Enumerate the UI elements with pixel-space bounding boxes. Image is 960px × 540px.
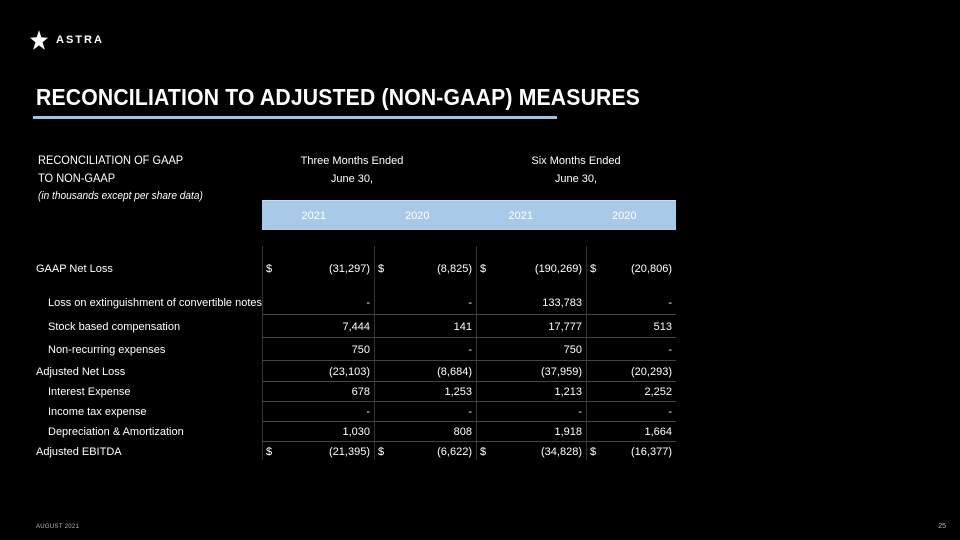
value-cell	[374, 291, 476, 315]
table-row	[36, 256, 676, 282]
value-cell	[586, 338, 676, 361]
value-cell	[586, 256, 676, 282]
value-cell	[262, 422, 374, 442]
value-cell	[262, 382, 374, 402]
caption-line-2: TO NON-GAAP	[38, 171, 116, 185]
table-caption	[38, 151, 217, 205]
value-cell	[374, 338, 476, 361]
cell-value: 7,444	[342, 320, 370, 333]
value-cell	[374, 256, 476, 282]
cell-value: -	[468, 297, 472, 309]
year-header: 2021	[508, 209, 533, 222]
row-label: Non-recurring expenses	[48, 343, 166, 356]
value-cell	[476, 362, 586, 382]
value-cell	[374, 315, 476, 338]
row-label: Interest Expense	[48, 386, 131, 398]
year-header: 2021	[301, 209, 326, 222]
currency-symbol: $	[266, 263, 273, 275]
value-cell	[586, 422, 676, 442]
value-cell	[262, 315, 374, 338]
cell-value: 808	[453, 426, 472, 438]
value-cell	[374, 402, 476, 422]
footer-date: AUGUST 2021	[36, 524, 80, 530]
row-label: Depreciation & Amortization	[48, 426, 184, 438]
cell-value: 750	[563, 343, 582, 356]
period-header-six-months	[466, 152, 686, 188]
cell-value: -	[468, 406, 472, 418]
cell-value: 133,783	[542, 297, 582, 309]
value-cell	[476, 291, 586, 315]
cell-value: -	[668, 343, 672, 356]
cell-value: (8,684)	[437, 366, 472, 378]
value-cell	[586, 315, 676, 338]
value-cell	[262, 402, 374, 422]
period-six-line-1: Six Months Ended	[531, 155, 621, 167]
period-three-line-1: Three Months Ended	[300, 155, 404, 167]
page-title: RECONCILIATION TO ADJUSTED (NON-GAAP) MEASURES	[36, 84, 641, 110]
cell-value: (23,103)	[329, 366, 370, 378]
value-cell	[476, 338, 586, 361]
value-cell	[262, 291, 374, 315]
cell-value: 1,030	[342, 426, 370, 438]
row-label: Income tax expense	[48, 406, 147, 418]
value-cell	[586, 291, 676, 315]
row-label: GAAP Net Loss	[36, 263, 113, 275]
value-cell	[476, 382, 586, 402]
cell-value: -	[366, 297, 370, 309]
caption-note: (in thousands except per share data)	[38, 190, 203, 202]
cell-value: 513	[653, 320, 672, 333]
table-row	[36, 291, 676, 315]
cell-value: -	[468, 343, 472, 356]
cell-value: (6,622)	[437, 446, 472, 458]
cell-value: (21,395)	[329, 446, 370, 458]
value-cell	[476, 422, 586, 442]
period-header-three-months	[242, 152, 462, 188]
table-row	[36, 402, 676, 422]
value-cell	[476, 402, 586, 422]
row-label: Adjusted EBITDA	[36, 446, 122, 458]
cell-value: (20,293)	[631, 366, 672, 378]
value-cell	[586, 442, 676, 462]
cell-value: 2,252	[644, 386, 672, 398]
value-cell	[586, 382, 676, 402]
cell-value: (190,269)	[534, 263, 582, 275]
year-header: 2020	[612, 209, 637, 222]
value-cell	[476, 442, 586, 462]
currency-symbol: $	[480, 446, 487, 458]
title-underline	[33, 116, 557, 119]
cell-value: 750	[351, 343, 370, 356]
value-cell	[476, 315, 586, 338]
row-label: Stock based compensation	[48, 320, 181, 333]
value-cell	[262, 362, 374, 382]
value-cell	[374, 442, 476, 462]
row-label: Loss on extinguishment of convertible notes	[48, 297, 263, 309]
cell-value: (20,806)	[631, 263, 672, 275]
row-label: Adjusted Net Loss	[36, 366, 126, 378]
table-row	[36, 315, 676, 338]
table-row	[36, 338, 676, 361]
cell-value: 17,777	[548, 320, 582, 333]
value-cell	[262, 442, 374, 462]
value-cell	[586, 362, 676, 382]
table-row	[36, 382, 676, 402]
caption-line-1: RECONCILIATION OF GAAP	[38, 153, 184, 167]
value-cell	[262, 338, 374, 361]
cell-value: 678	[351, 386, 370, 398]
cell-value: 1,213	[554, 386, 582, 398]
table-row	[36, 422, 676, 442]
currency-symbol: $	[378, 446, 385, 458]
cell-value: -	[668, 297, 672, 309]
year-header-band	[262, 200, 676, 230]
currency-symbol: $	[590, 446, 597, 458]
currency-symbol: $	[590, 263, 597, 275]
currency-symbol: $	[266, 446, 273, 458]
value-cell	[374, 422, 476, 442]
value-cell	[476, 256, 586, 282]
year-header: 2020	[405, 209, 430, 222]
cell-value: (37,959)	[541, 366, 582, 378]
brand-name: ASTRA	[56, 34, 104, 46]
cell-value: (8,825)	[437, 263, 472, 275]
table-row	[36, 442, 676, 462]
period-three-line-2: June 30,	[330, 173, 374, 185]
currency-symbol: $	[378, 263, 385, 275]
cell-value: 1,918	[554, 426, 582, 438]
cell-value: 1,253	[444, 386, 472, 398]
value-cell	[374, 382, 476, 402]
cell-value: (16,377)	[631, 446, 672, 458]
value-cell	[586, 402, 676, 422]
currency-symbol: $	[480, 263, 487, 275]
cell-value: 141	[453, 320, 472, 333]
period-six-line-2: June 30,	[554, 173, 598, 185]
cell-value: 1,664	[644, 426, 672, 438]
cell-value: (31,297)	[329, 263, 370, 275]
page-number: 25	[938, 523, 946, 530]
cell-value: -	[366, 406, 370, 418]
value-cell	[262, 256, 374, 282]
star-icon	[30, 30, 48, 50]
cell-value: -	[578, 406, 582, 418]
cell-value: (34,828)	[541, 446, 582, 458]
astra-logo	[30, 30, 104, 50]
cell-value: -	[668, 406, 672, 418]
table-row	[36, 362, 676, 382]
value-cell	[374, 362, 476, 382]
